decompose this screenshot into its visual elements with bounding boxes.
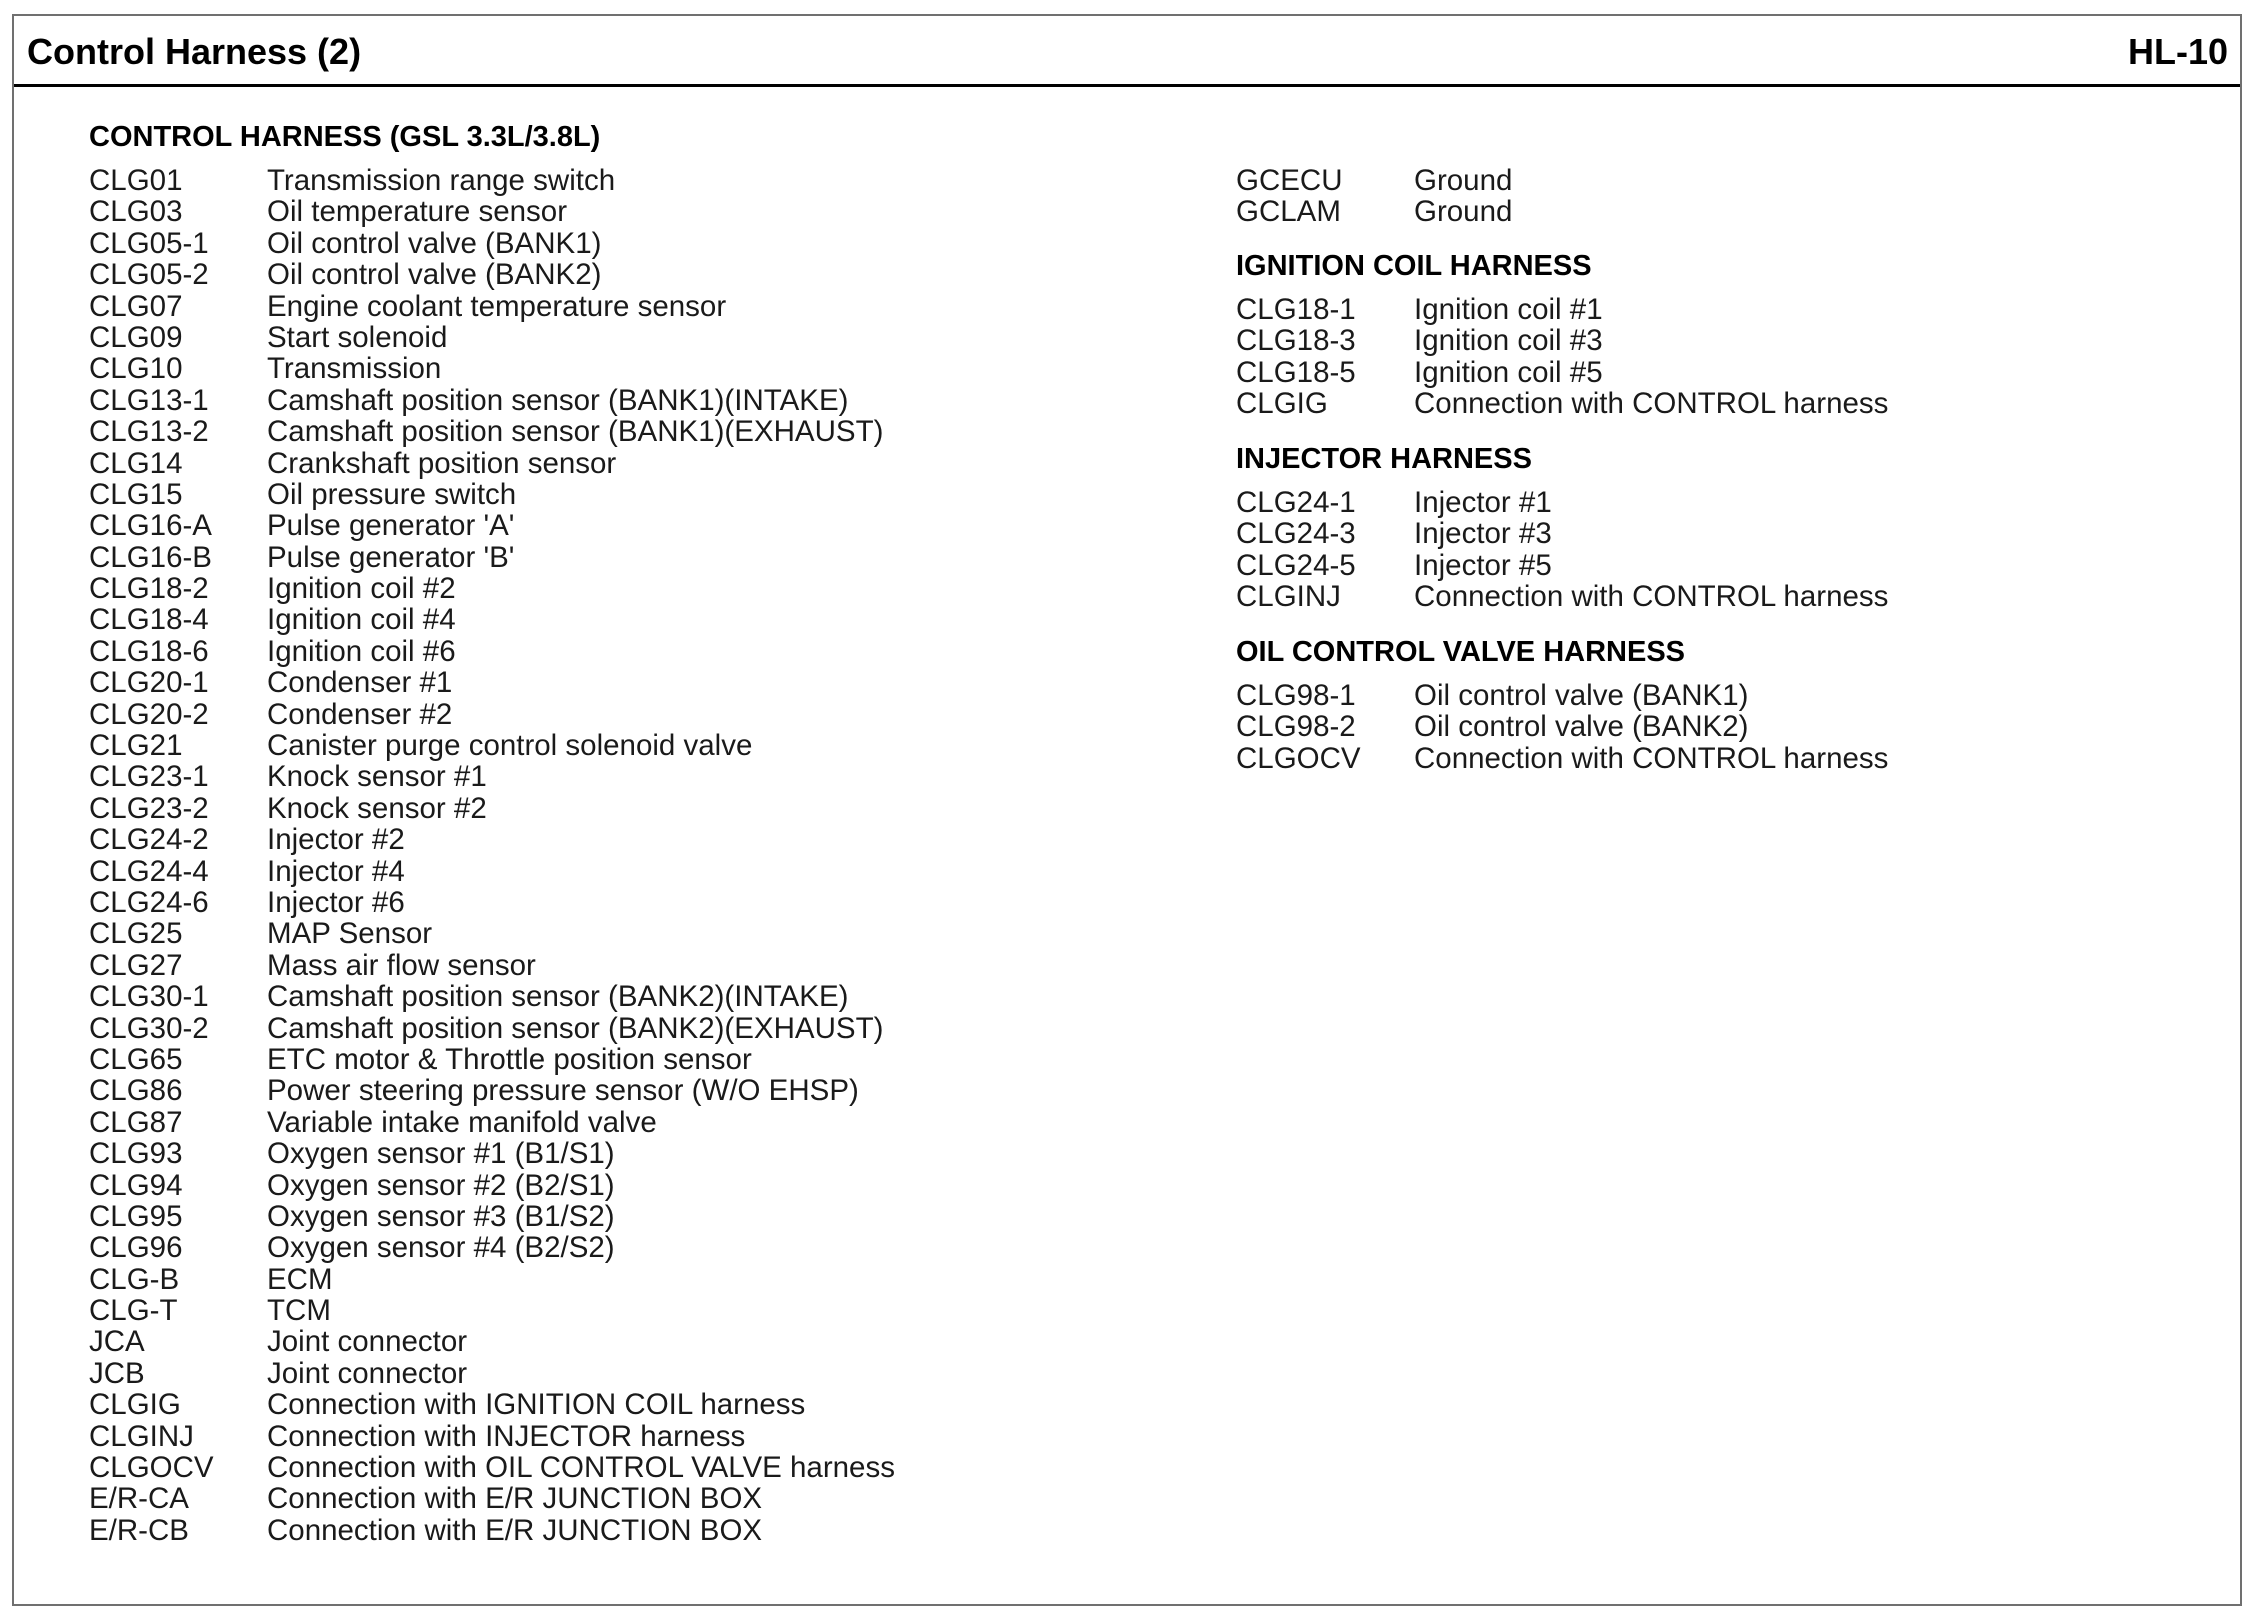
connector-code: JCB	[89, 1356, 145, 1390]
connector-description: Injector #6	[267, 885, 405, 919]
connector-code: CLG18-6	[89, 634, 209, 668]
connector-code: CLG65	[89, 1042, 183, 1076]
oil-control-valve-harness-heading: OIL CONTROL VALVE HARNESS	[1236, 636, 1686, 668]
connector-description: Connection with E/R JUNCTION BOX	[267, 1513, 763, 1547]
connector-description: Camshaft position sensor (BANK2)(INTAKE)	[267, 980, 849, 1014]
connector-code: CLG93	[89, 1137, 183, 1171]
connector-description: Camshaft position sensor (BANK2)(EXHAUST)	[267, 1011, 884, 1045]
connector-description: Ignition coil #4	[267, 603, 456, 637]
connector-code: CLG-B	[89, 1262, 180, 1296]
connector-description: Oxygen sensor #3 (B1/S2)	[267, 1199, 615, 1233]
connector-code: CLG30-2	[89, 1011, 209, 1045]
connector-description: Connection with CONTROL harness	[1414, 580, 1889, 614]
connector-code: CLG13-1	[89, 383, 209, 417]
connector-description: Variable intake manifold valve	[267, 1105, 657, 1139]
connector-description: Pulse generator 'A'	[267, 509, 515, 543]
connector-code: E/R-CB	[89, 1513, 189, 1547]
connector-description: Transmission range switch	[267, 164, 616, 197]
connector-description: Crankshaft position sensor	[267, 446, 617, 480]
connector-description: Injector #1	[1414, 486, 1552, 519]
connector-description: Oxygen sensor #1 (B1/S1)	[267, 1137, 615, 1171]
connector-description: Connection with OIL CONTROL VALVE harness	[267, 1451, 895, 1485]
connector-code: CLG20-1	[89, 666, 209, 700]
ignition-coil-harness-heading: IGNITION COIL HARNESS	[1236, 250, 1592, 282]
connector-code: CLG07	[89, 289, 183, 323]
connector-description: Ignition coil #5	[1414, 355, 1603, 389]
connector-description: Power steering pressure sensor (W/O EHSP)	[267, 1074, 859, 1108]
connector-code: CLG18-5	[1236, 355, 1356, 389]
connector-code: CLG18-3	[1236, 324, 1356, 358]
connector-description: Oxygen sensor #2 (B2/S1)	[267, 1168, 615, 1202]
connector-code: CLG24-6	[89, 885, 209, 919]
connector-description: Camshaft position sensor (BANK1)(INTAKE)	[267, 383, 849, 417]
connector-description: Camshaft position sensor (BANK1)(EXHAUST)	[267, 415, 884, 449]
connector-description: Injector #5	[1414, 548, 1552, 582]
connector-description: Oil control valve (BANK1)	[1414, 679, 1749, 712]
connector-code: CLG24-2	[89, 823, 209, 857]
connector-code: CLG03	[89, 195, 183, 229]
injector-harness-heading: INJECTOR HARNESS	[1236, 443, 1532, 475]
connector-description: Injector #3	[1414, 517, 1552, 551]
connector-description: Start solenoid	[267, 320, 448, 354]
connector-code: CLG95	[89, 1199, 183, 1233]
connector-description: Ignition coil #3	[1414, 324, 1603, 358]
connector-code: CLG18-4	[89, 603, 209, 637]
connector-description: Transmission	[267, 352, 442, 386]
connector-code: CLG86	[89, 1074, 183, 1108]
connector-code: CLG-T	[89, 1294, 178, 1328]
connector-code: CLG23-2	[89, 791, 209, 825]
connector-description: Ground	[1414, 195, 1513, 229]
connector-description: Knock sensor #2	[267, 791, 487, 825]
connector-description: Oil control valve (BANK2)	[267, 258, 602, 292]
connector-code: CLG87	[89, 1105, 183, 1139]
connector-description: Condenser #1	[267, 666, 453, 700]
connector-code: CLGOCV	[89, 1451, 214, 1485]
connector-code: CLG25	[89, 917, 183, 951]
connector-code: CLG24-1	[1236, 486, 1356, 519]
connector-code: CLG05-2	[89, 258, 209, 292]
connector-code: CLGIG	[1236, 387, 1328, 421]
connector-code: CLG98-1	[1236, 679, 1356, 712]
connector-code: CLG30-1	[89, 980, 209, 1014]
connector-code: CLG13-2	[89, 415, 209, 449]
connector-description: Connection with E/R JUNCTION BOX	[267, 1482, 763, 1516]
connector-description: Oil control valve (BANK1)	[267, 226, 602, 260]
connector-code: CLG24-5	[1236, 548, 1356, 582]
connector-description: Oxygen sensor #4 (B2/S2)	[267, 1231, 615, 1265]
connector-code: CLG05-1	[89, 226, 209, 260]
connector-code: CLG27	[89, 948, 183, 982]
page-code: HL-10	[2127, 31, 2228, 72]
connector-code: CLG14	[89, 446, 183, 480]
connector-description: Connection with CONTROL harness	[1414, 741, 1889, 775]
connector-code: CLG96	[89, 1231, 183, 1265]
connector-description: Knock sensor #1	[267, 760, 487, 794]
connector-code: CLG15	[89, 477, 183, 511]
connector-description: Ignition coil #6	[267, 634, 456, 668]
connector-description: Connection with IGNITION COIL harness	[267, 1388, 806, 1422]
connector-description: Mass air flow sensor	[267, 948, 536, 982]
connector-code: CLGOCV	[1236, 741, 1361, 775]
page-header	[14, 16, 2240, 87]
connector-description: Ground	[1414, 164, 1513, 197]
connector-code: E/R-CA	[89, 1482, 189, 1516]
connector-description: Oil control valve (BANK2)	[1414, 710, 1749, 744]
connector-description: Oil pressure switch	[267, 477, 517, 511]
connector-description: Connection with INJECTOR harness	[267, 1419, 746, 1453]
connector-code: CLG01	[89, 164, 183, 197]
connector-code: CLG10	[89, 352, 183, 386]
connector-description: Connection with CONTROL harness	[1414, 387, 1889, 421]
connector-description: Injector #2	[267, 823, 405, 857]
connector-description: Pulse generator 'B'	[267, 540, 515, 574]
control-harness-heading: CONTROL HARNESS (GSL 3.3L/3.8L)	[89, 121, 601, 153]
connector-description: TCM	[267, 1294, 331, 1328]
connector-code: CLG18-1	[1236, 293, 1356, 326]
connector-code: CLGINJ	[89, 1419, 194, 1453]
connector-description: ECM	[267, 1262, 333, 1296]
connector-description: Canister purge control solenoid valve	[267, 729, 753, 763]
connector-code: GCLAM	[1236, 195, 1341, 229]
connector-code: CLGIG	[89, 1388, 181, 1422]
connector-code: CLG20-2	[89, 697, 209, 731]
connector-code: CLG16-A	[89, 509, 212, 543]
connector-code: CLG09	[89, 320, 183, 354]
connector-code: CLG21	[89, 729, 183, 763]
page-title: Control Harness (2)	[27, 31, 362, 72]
connector-description: Engine coolant temperature sensor	[267, 289, 727, 323]
connector-description: Joint connector	[267, 1356, 468, 1390]
connector-code: CLG18-2	[89, 572, 209, 606]
connector-code: CLG23-1	[89, 760, 209, 794]
connector-description: MAP Sensor	[267, 917, 433, 951]
connector-code: CLGINJ	[1236, 580, 1341, 614]
connector-code: JCA	[89, 1325, 145, 1359]
connector-description: Oil temperature sensor	[267, 195, 568, 229]
connector-description: Ignition coil #1	[1414, 293, 1603, 326]
connector-code: CLG16-B	[89, 540, 212, 574]
connector-code: GCECU	[1236, 164, 1343, 197]
connector-code: CLG94	[89, 1168, 183, 1202]
connector-code: CLG98-2	[1236, 710, 1356, 744]
connector-description: Injector #4	[267, 854, 405, 888]
connector-description: Joint connector	[267, 1325, 468, 1359]
connector-description: ETC motor & Throttle position sensor	[267, 1042, 752, 1076]
connector-code: CLG24-4	[89, 854, 209, 888]
connector-description: Ignition coil #2	[267, 572, 456, 606]
connector-code: CLG24-3	[1236, 517, 1356, 551]
connector-description: Condenser #2	[267, 697, 453, 731]
